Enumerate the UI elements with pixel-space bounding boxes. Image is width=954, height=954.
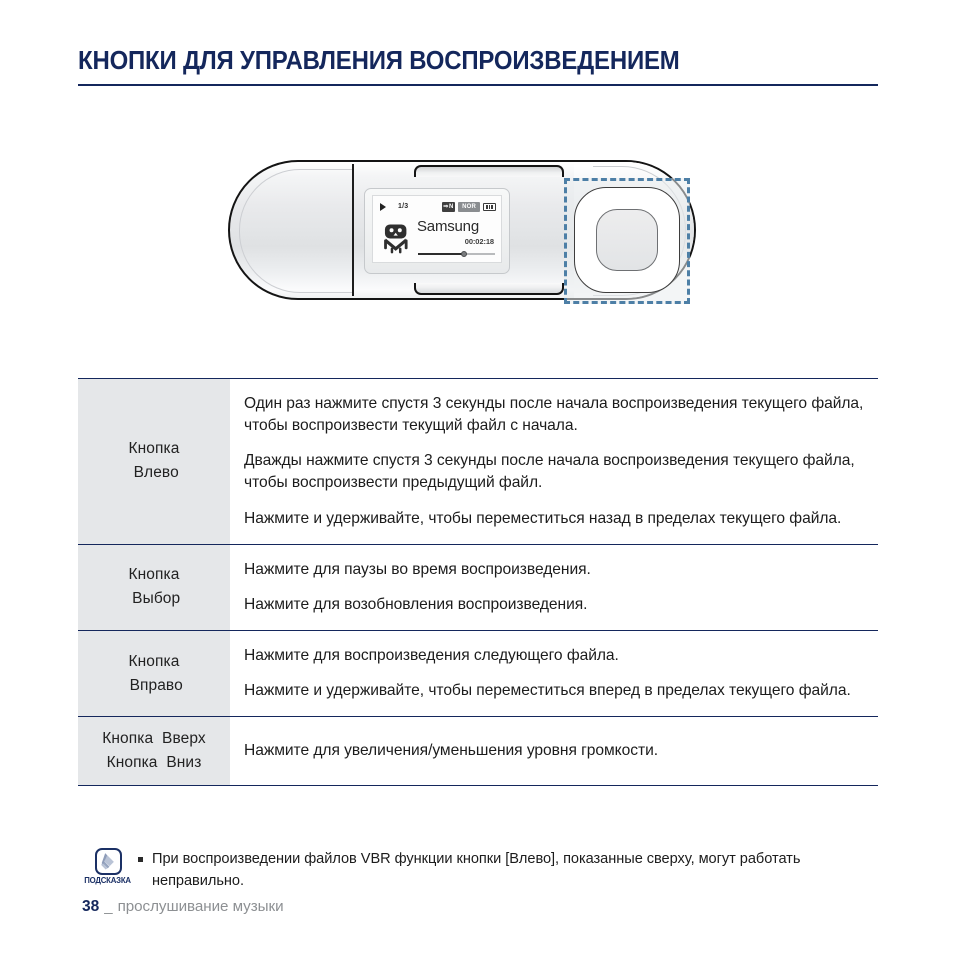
button-functions-table bbox=[78, 378, 878, 786]
description-paragraph: Дважды нажмите спустя 3 секунды после начала воспроизведения текущего файла, чтобы воспроизвести предыдущий файл. bbox=[244, 452, 855, 492]
track-number: 1/3 bbox=[398, 203, 409, 210]
device-body bbox=[228, 160, 696, 300]
progress-bar-filled bbox=[418, 253, 463, 255]
tip-icon-group bbox=[78, 848, 138, 885]
page-number: 38 bbox=[82, 898, 100, 915]
repeat-mode-icon bbox=[442, 202, 455, 212]
hand-pointing-icon bbox=[95, 848, 122, 875]
table-row-label bbox=[78, 631, 230, 716]
page-title: КНОПКИ ДЛЯ УПРАВЛЕНИЯ ВОСПРОИЗВЕДЕНИЕМ bbox=[78, 47, 680, 75]
tip-text: При воспроизведении файлов VBR функции кнопки [Влево], показанные сверху, могут работать неправильно. bbox=[152, 851, 801, 889]
description-paragraph: Один раз нажмите спустя 3 секунды после начала воспроизведения текущего файла, чтобы воспроизвести текущий файл с начала. bbox=[244, 395, 864, 435]
play-triangle-icon bbox=[380, 203, 386, 211]
tip-note bbox=[78, 848, 878, 893]
table-row bbox=[78, 379, 878, 545]
device-left-cap bbox=[230, 162, 352, 298]
navigation-button-center[interactable] bbox=[596, 209, 658, 271]
header-divider bbox=[78, 84, 878, 86]
repeat-arrow-glyph: ⇒ bbox=[443, 203, 449, 210]
bullet-square-icon bbox=[138, 857, 143, 862]
device-screen bbox=[372, 195, 502, 263]
progress-bar-knob bbox=[461, 251, 467, 257]
label-line: Кнопка bbox=[128, 652, 180, 670]
table-row-description bbox=[230, 379, 878, 544]
repeat-mode-label: N bbox=[449, 203, 454, 210]
description-paragraph: Нажмите для паузы во время воспроизведения. bbox=[244, 560, 591, 578]
elapsed-time: 00:02:18 bbox=[464, 237, 494, 246]
table-row-label bbox=[78, 545, 230, 630]
table-row bbox=[78, 545, 878, 631]
tip-badge-label: ПОДСКАЗКА bbox=[84, 876, 132, 885]
device-seam-line bbox=[352, 164, 354, 296]
table-row-description bbox=[230, 545, 878, 630]
label-line: Кнопка Вверх bbox=[102, 730, 206, 748]
label-line: Выбор bbox=[127, 590, 181, 608]
page-header bbox=[78, 48, 878, 86]
label-line: Кнопка bbox=[128, 566, 180, 584]
table-row-description bbox=[230, 717, 878, 785]
page-footer bbox=[82, 898, 284, 916]
description-paragraph: Нажмите и удерживайте, чтобы переместиться вперед в пределах текущего файла. bbox=[244, 682, 851, 700]
table-row bbox=[78, 717, 878, 785]
description-paragraph: Нажмите и удерживайте, чтобы переместиться назад в пределах текущего файла. bbox=[244, 509, 842, 527]
label-line: Влево bbox=[129, 464, 179, 482]
sound-mode-badge: NOR bbox=[458, 202, 480, 212]
battery-full-icon bbox=[483, 203, 496, 211]
description-paragraph: Нажмите для увеличения/уменьшения уровня громкости. bbox=[244, 742, 659, 760]
description-paragraph: Нажмите для возобновления воспроизведения. bbox=[244, 595, 588, 613]
footer-separator: _ bbox=[104, 898, 113, 915]
screen-status-icons bbox=[442, 202, 496, 212]
label-line: Кнопка bbox=[128, 440, 180, 458]
table-row-description bbox=[230, 631, 878, 716]
device-top-tab bbox=[414, 165, 564, 177]
progress-bar bbox=[418, 251, 495, 257]
footer-section-name: прослушивание музыки bbox=[117, 898, 284, 915]
device-screen-bezel bbox=[364, 188, 510, 274]
device-illustration bbox=[222, 148, 722, 318]
description-paragraph: Нажмите для воспроизведения следующего файла. bbox=[244, 646, 619, 664]
tip-text-group bbox=[138, 848, 878, 893]
table-row-label bbox=[78, 717, 230, 785]
label-line: Кнопка Вниз bbox=[106, 754, 202, 772]
table-row-label bbox=[78, 379, 230, 544]
device-bottom-tab bbox=[414, 283, 564, 295]
label-line: Вправо bbox=[125, 676, 183, 694]
screen-status-bar bbox=[379, 201, 496, 212]
progress-bar-track bbox=[463, 253, 495, 254]
table-row bbox=[78, 631, 878, 717]
album-art-mascot-icon bbox=[380, 222, 413, 255]
now-playing-title: Samsung bbox=[417, 218, 479, 235]
